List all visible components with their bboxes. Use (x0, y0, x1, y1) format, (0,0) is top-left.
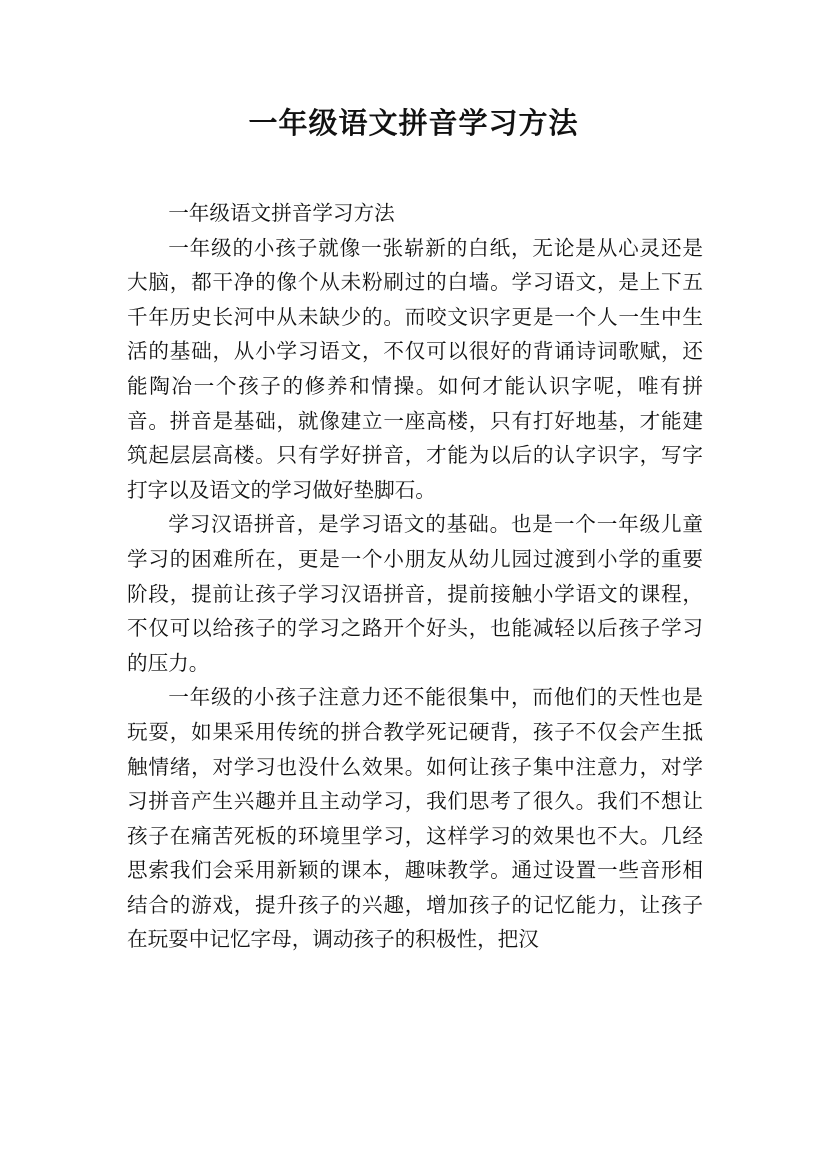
document-body (127, 196, 703, 957)
paragraph-subtitle: 一年级语文拼音学习方法 (168, 201, 395, 225)
paragraph-3: 一年级的小孩子注意力还不能很集中，而他们的天性也是玩耍，如果采用传统的拼合教学死记硬背，孩子不仅会产生抵触情绪，对学习也没什么效果。如何让孩子集中注意力，对学习拼音产生兴趣并且主动学习，我们思考了很久。我们不想让孩子在痛苦死板的环境里学习，这样学习的效果也不大。几经思索我们会采用新颖的课本，趣味教学。通过设置一些音形相结合的游戏，提升孩子的兴趣，增加孩子的记忆能力，让孩子在玩耍中记忆字母，调动孩子的积极性，把汉 (127, 685, 703, 952)
paragraph-2: 学习汉语拼音，是学习语文的基础。也是一个一年级儿童学习的困难所在，更是一个小朋友从幼儿园过渡到小学的重要阶段，提前让孩子学习汉语拼音，提前接触小学语文的课程，不仅可以给孩子的学习之路开个好头，也能减轻以后孩子学习的压力。 (127, 512, 703, 675)
paragraph-1: 一年级的小孩子就像一张崭新的白纸，无论是从心灵还是大脑，都干净的像个从未粉刷过的白墙。学习语文，是上下五千年历史长河中从未缺少的。而咬文识字更是一个人一生中生活的基础，从小学习语文，不仅可以很好的背诵诗词歌赋，还能陶冶一个孩子的修养和情操。如何才能认识字呢，唯有拼音。拼音是基础，就像建立一座高楼，只有打好地基，才能建筑起层层高楼。只有学好拼音，才能为以后的认字识字，写字打字以及语文的学习做好垫脚石。 (127, 235, 703, 502)
document-title: 一年级语文拼音学习方法 (248, 106, 579, 140)
